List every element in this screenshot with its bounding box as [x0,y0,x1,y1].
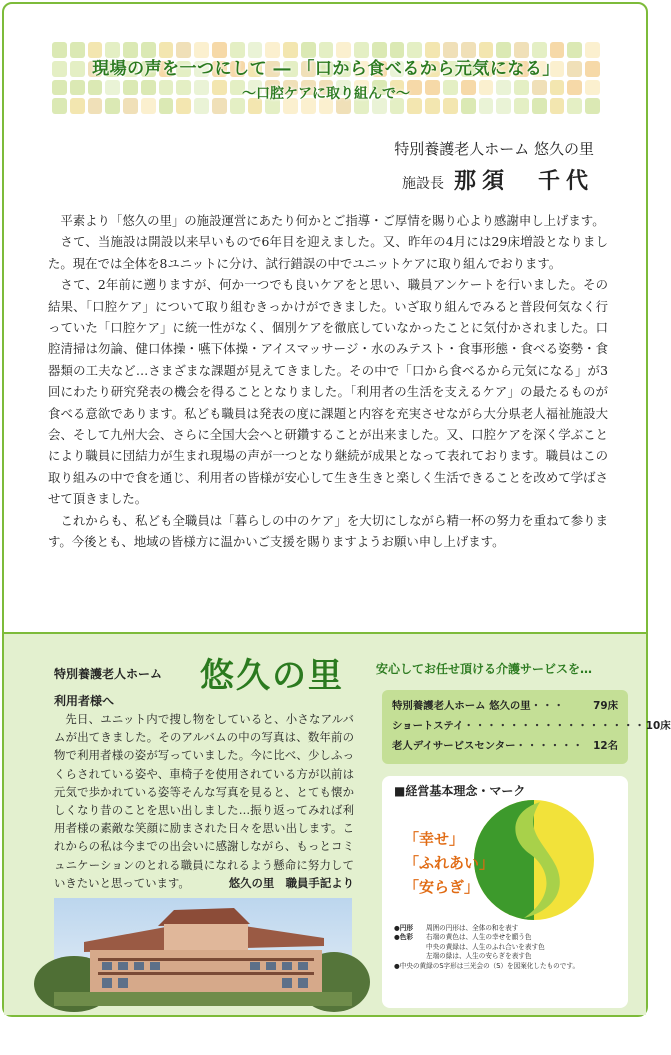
mark-note-key: ●円形 [394,924,413,932]
service-row [392,716,671,736]
author-role: 施設長 [401,176,444,192]
mark-note-value: 右端の黄色は、人生の幸せを願う色 中央の黄緑は、人生のふれ合いを表す色 左端の緑は、人生の安らぎを表す色 [426,933,545,961]
mark-note [394,933,622,961]
author-line [402,164,594,195]
philosophy-card [382,776,628,1008]
facility-photo [54,898,352,1006]
mark-note-value: ●中央の黄緑のS字形は三光会の（S）を図案化したものです。 [394,961,580,970]
facility-panel [4,632,671,1015]
service-row [392,696,618,716]
letter-paragraph: さて、2年前に遡りますが、何か一つでも良いケアをと思い、職員アンケートを行いました。その結果、「口腔ケア」について取り組むきっかけができました。いざ取り組んでみると普段何気なく行っていた「口腔ケア」に統一性がなく、個別ケアを徹底していなかったことに気付かされました。口腔清掃は勿論、健口体操・嚥下体操・アイスマッサージ・水のみテスト・食事形態・食べる姿勢・食器類の工夫など…さまざまな課題が見えてきました。その中で「口から食べるから元気になる」が3回にわたり研究発表の機会を得ることとなりました。「利用者の生活を支えるケア」の最たるものが食べる意欲であります。私ども職員は発表の度に課題と内容を充実させながら大分県老人福祉施設大会、そして九州大会、さらに全国大会へと研鑽することが出来ました。又、口腔ケアを深く学ぶことにより職員に団結力が生まれ現場の声が一つとなり継続が成果となって表れております。職員はこの取り組みの中で食を通じ、利用者の皆様が安心して生き生きと楽しく生活できることを改めて学ばさせて頂きました。 [48,277,608,507]
service-capacity: 10床 [645,720,671,732]
philosophy-heading: ■経営基本理念・マーク [394,784,526,798]
letter-body [48,210,608,553]
service-label: 老人デイサービスセンター [392,740,516,752]
letter-paragraph: さて、当施設は開設以来早いもので6年目を迎えました。又、昨年の4月には29床増設となりました。現在では全体を8ユニットに分け、試行錯誤の中でユニットケアに取り組んでおります。 [48,234,608,271]
page-title: 現場の声を一つにして ― 「口から食べるから元気になる」 [92,58,560,79]
service-capacity: 79床 [593,700,618,712]
building-illustration [54,898,352,1006]
service-leader: ・・・・・・・・・・・・・・・・ [463,720,646,732]
page-frame [2,2,671,1017]
author-name: 那須 千代 [453,168,594,194]
title-banner [52,42,600,114]
service-leader: ・・・ [530,700,565,712]
philosophy-keyword: 「安らぎ」 [404,878,480,896]
service-label: 特別養護老人ホーム 悠久の里 [392,700,531,712]
staff-note-signature: 悠久の里 職員手記より [228,875,354,890]
page-subtitle: ～口腔ケアに取り組んで～ [242,85,410,102]
author-organization: 特別養護老人ホーム 悠久の里 [394,140,594,158]
staff-note [54,710,354,892]
philosophy-keyword: 「幸せ」 [404,830,465,848]
mark-notes [394,924,622,971]
service-leader: ・・・・・・ [515,740,584,752]
service-label: ショートステイ [392,720,464,732]
mark-note [394,962,622,971]
mark-note-value: 周囲の円形は、全体の和を表す [426,924,519,932]
facility-name: 悠久の里 [200,656,344,696]
services-title: 安心してお任せ頂ける介護サービスを… [376,662,593,676]
staff-note-text: 先日、ユニット内で捜し物をしていると、小さなアルバムが出てきました。そのアルバムの中の写真は、数年前の物で利用者様の姿が写っていました。今に比べ、少しふっくらされている姿や、車椅子を使用されている方が以前は元気で歩かれている姿等そんな写真を見ると、とても懐かしくなり昔のことを思い出しました…振り返ってみれば利用者様の素敵な笑顔に励まされた日々を思い出します。これからの私は今までの出会いに感謝しながら、もっとコミュニケーションのとれる職員になれるよう懸命に努力していきたいと思っています。 [54,712,354,890]
staff-note-heading: 利用者様へ [54,694,115,708]
letter-paragraph: 平素より「悠久の里」の施設運営にあたり何かとご指導・ご厚情を賜り心より感謝申し上げます。 [60,213,605,228]
letter-paragraph: これからも、私ども全職員は「暮らしの中のケア」を大切にしながら精一杯の努力を重ねて参ります。今後とも、地域の皆様方に温かいご支援を賜りますようお願い申し上げます。 [48,512,608,550]
mark-note-key: ●色彩 [394,933,413,942]
services-box [382,690,671,764]
service-row [392,736,618,756]
facility-type: 特別養護老人ホーム [54,667,163,681]
mark-note [394,924,622,933]
philosophy-keyword: 「ふれあい」 [404,854,495,872]
service-capacity: 12名 [593,740,618,752]
